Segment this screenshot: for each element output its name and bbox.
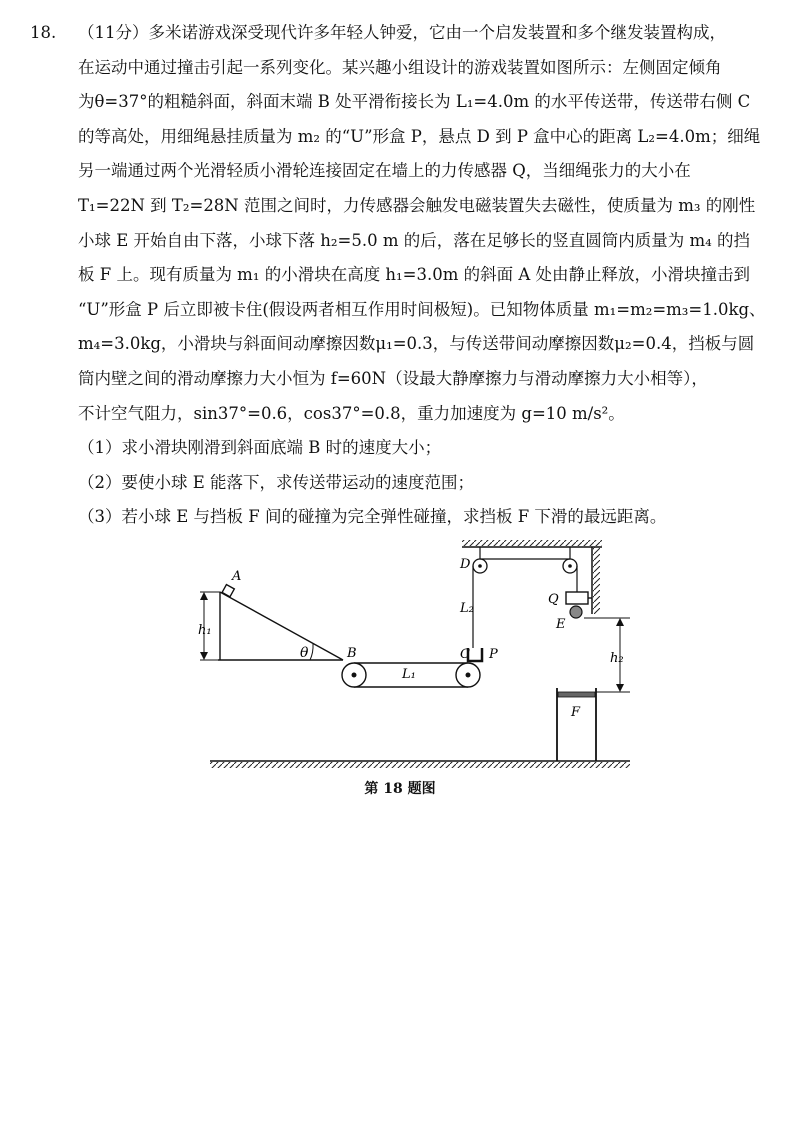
pulley-rope-system xyxy=(473,547,577,648)
ground xyxy=(210,761,630,768)
question-line: 不计空气阻力，sin37°=0.6，cos37°=0.8，重力加速度为 g=10 m/s²。 xyxy=(78,403,625,423)
label-A: A xyxy=(232,569,242,584)
question-line: 筒内壁之间的滑动摩擦力大小恒为 f=60N（设最大静摩擦力与滑动摩擦力大小相等）， xyxy=(78,368,708,388)
label-h1: h₁ xyxy=(198,623,212,638)
sub-question-2: （2）要使小球 E 能落下，求传送带运动的速度范围； xyxy=(78,472,475,492)
figure-caption: 第 18 题图 xyxy=(364,781,436,797)
label-E: E xyxy=(556,617,566,632)
question-line: “U”形盒 P 后立即被卡住(假设两者相互作用时间极短)。已知物体质量 m₁=m₂=m₃=1.0kg、 xyxy=(78,299,766,319)
sub-question-1: （1）求小滑块刚滑到斜面底端 B 时的速度大小； xyxy=(78,438,442,458)
label-P: P xyxy=(489,647,498,662)
label-theta: θ xyxy=(300,645,309,661)
incline xyxy=(200,592,343,660)
ceiling xyxy=(462,540,602,547)
label-h2: h₂ xyxy=(610,651,624,666)
question-line: 在运动中通过撞击引起一系列变化。某兴趣小组设计的游戏装置如图所示：左侧固定倾角 xyxy=(78,57,722,77)
cylinder xyxy=(557,688,596,761)
question-line: 为θ=37°的粗糙斜面，斜面末端 B 处平滑衔接长为 L₁=4.0m 的水平传送带，传送带右侧 C xyxy=(78,92,751,112)
question-line: 小球 E 开始自由下落，小球下落 h₂=5.0 m 的后，落在足够长的竖直圆筒内质量为 m₄ 的挡 xyxy=(78,230,750,250)
ball xyxy=(570,606,582,618)
label-F: F xyxy=(571,705,581,720)
label-C: C xyxy=(460,647,470,662)
sub-question-3: （3）若小球 E 与挡板 F 间的碰撞为完全弹性碰撞，求挡板 F 下滑的最远距离。 xyxy=(78,507,667,527)
label-B: B xyxy=(347,646,357,661)
question-number: 18. xyxy=(30,23,57,42)
label-L1: L₁ xyxy=(402,667,416,682)
force-sensor xyxy=(566,592,592,604)
label-D: D xyxy=(460,557,471,572)
wall xyxy=(592,547,600,614)
question-line: T₁=22N 到 T₂=28N 范围之间时，力传感器会触发电磁装置失去磁性，使质量为 m₃ 的刚性 xyxy=(78,195,756,215)
question-text: 多米诺游戏深受现代许多年轻人钟爱，它由一个启发装置和多个继发装置构成， xyxy=(148,23,726,42)
question-line: 板 F 上。现有质量为 m₁ 的小滑块在高度 h₁=3.0m 的斜面 A 处由静止释放，小滑块撞击到 xyxy=(78,265,751,285)
question-points: （11分） xyxy=(78,23,149,42)
question-line: 的等高处，用细绳悬挂质量为 m₂ 的“U”形盒 P，悬点 D 到 P 盒中心的距离 L₂=4.0m；细绳 xyxy=(78,126,761,146)
u-box xyxy=(468,648,482,661)
plate xyxy=(558,692,595,697)
question-18 xyxy=(30,16,772,535)
label-L2: L₂ xyxy=(460,601,474,616)
physics-diagram xyxy=(180,530,640,770)
question-line: 另一端通过两个光滑轻质小滑轮连接固定在墙上的力传感器 Q，当细绳张力的大小在 xyxy=(78,161,691,181)
question-line: m₄=3.0kg，小滑块与斜面间动摩擦因数μ₁=0.3，与传送带间动摩擦因数μ₂=0.4，挡板与圆 xyxy=(78,334,755,354)
label-Q: Q xyxy=(548,592,559,607)
question-line xyxy=(30,16,772,51)
